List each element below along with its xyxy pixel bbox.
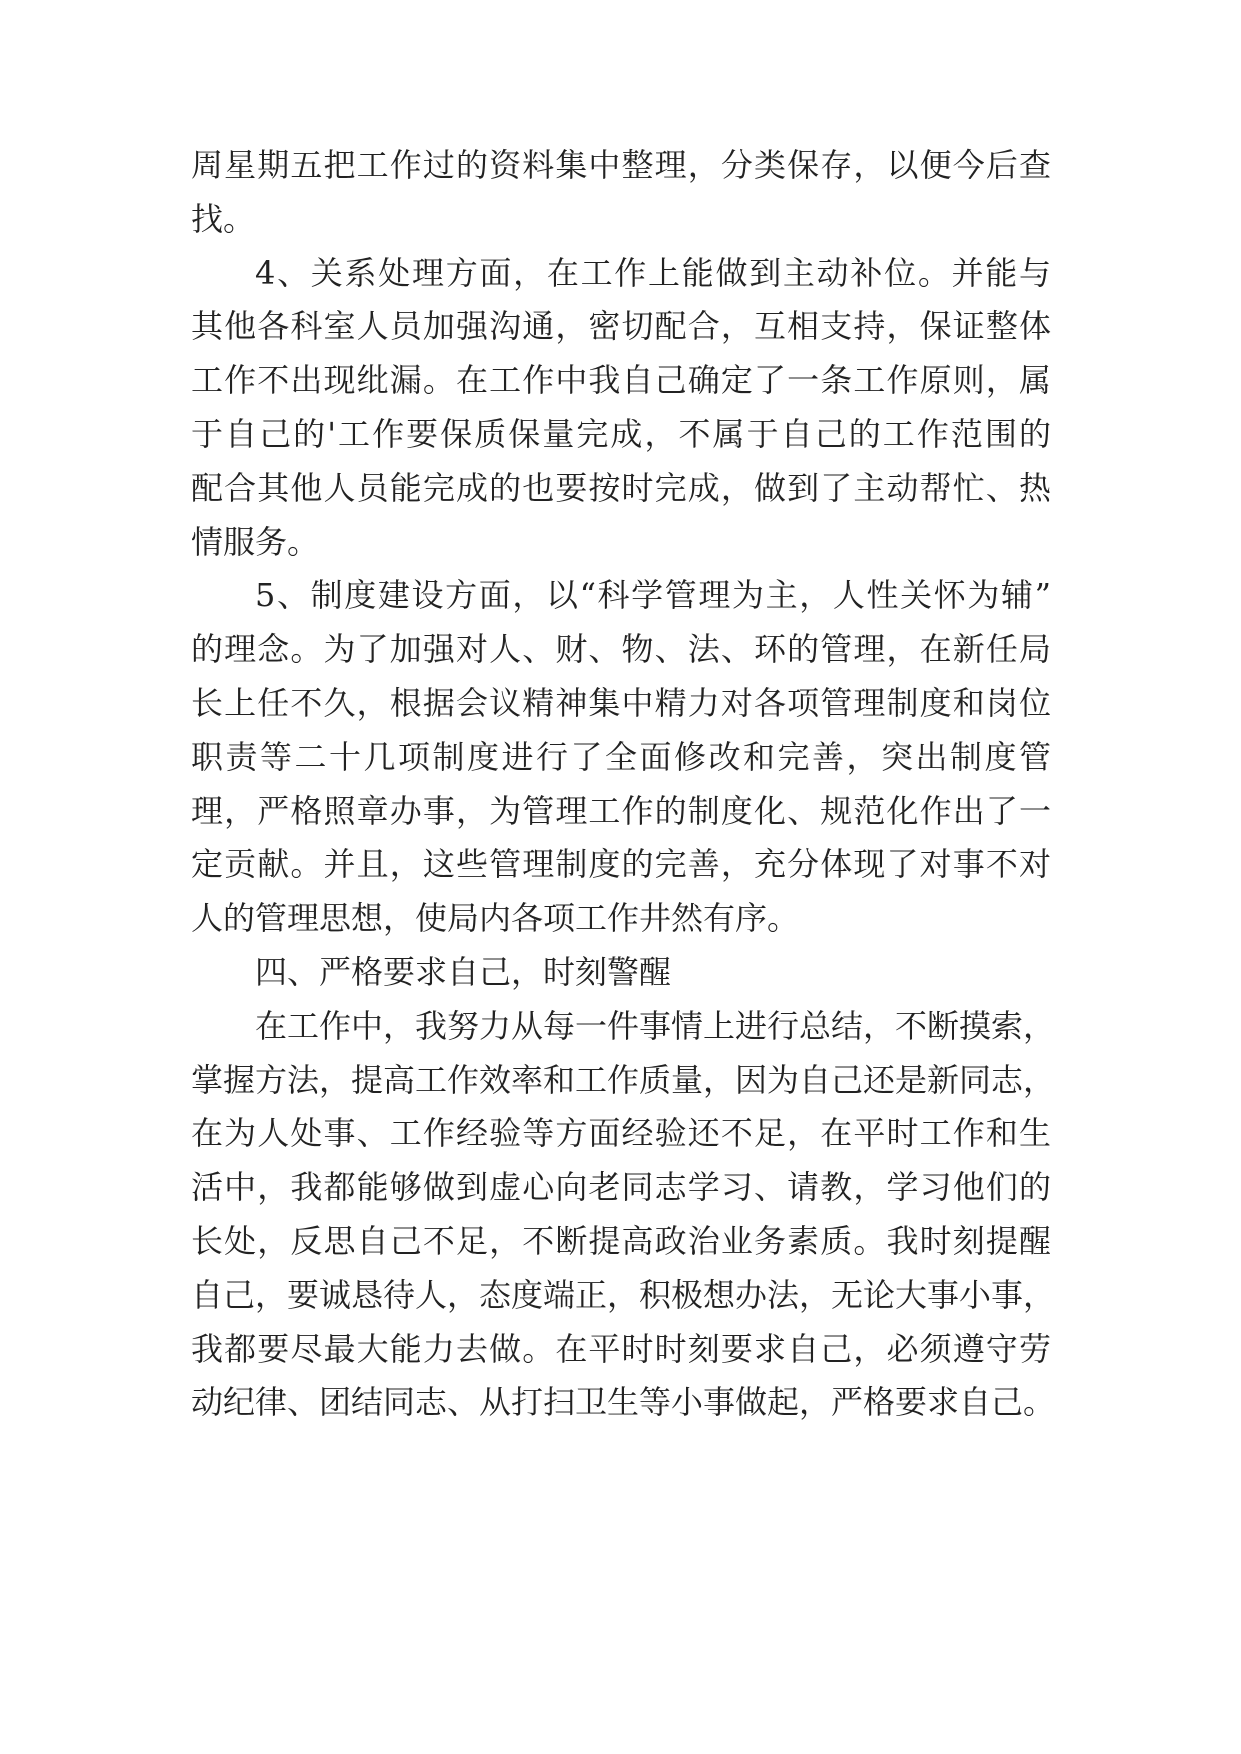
text-line: 理，严格照章办事，为管理工作的制度化、规范化作出了一 xyxy=(191,792,1051,830)
text-line: 其他各科室人员加强沟通，密切配合，互相支持，保证整体 xyxy=(191,307,1051,345)
text-line: 配合其他人员能完成的也要按时完成，做到了主动帮忙、热 xyxy=(191,469,1051,507)
text-line: 长处，反思自己不足，不断提高政治业务素质。我时刻提醒 xyxy=(191,1222,1051,1260)
section-heading: 四、严格要求自己，时刻警醒 xyxy=(255,953,672,991)
text-line: 在为人处事、工作经验等方面经验还不足，在平时工作和生 xyxy=(191,1114,1051,1152)
text-line: 我都要尽最大能力去做。在平时时刻要求自己，必须遵守劳 xyxy=(191,1330,1051,1368)
text-line: 长上任不久，根据会议精神集中精力对各项管理制度和岗位 xyxy=(191,684,1051,722)
text-line: 自己，要诚恳待人，态度端正，积极想办法，无论大事小事， xyxy=(191,1276,1056,1314)
text-line: 找。 xyxy=(191,200,256,238)
text-line: 情服务。 xyxy=(191,523,320,561)
text-line: 人的管理思想，使局内各项工作井然有序。 xyxy=(191,899,800,937)
text-line: 于自己的'工作要保质保量完成，不属于自己的工作范围的 xyxy=(191,415,1051,453)
text-line: 动纪律、团结同志、从打扫卫生等小事做起，严格要求自己。 xyxy=(191,1383,1056,1421)
paragraph-start-line: 5、制度建设方面，以“科学管理为主，人性关怀为辅” xyxy=(255,576,1051,614)
paragraph-start-line: 在工作中，我努力从每一件事情上进行总结，不断摸索， xyxy=(255,1007,1056,1045)
text-line: 职责等二十几项制度进行了全面修改和完善，突出制度管 xyxy=(191,738,1051,776)
text-line: 工作不出现纰漏。在工作中我自己确定了一条工作原则，属 xyxy=(191,361,1051,399)
text-line: 活中，我都能够做到虚心向老同志学习、请教，学习他们的 xyxy=(191,1168,1051,1206)
text-line: 的理念。为了加强对人、财、物、法、环的管理，在新任局 xyxy=(191,630,1051,668)
text-line: 掌握方法，提高工作效率和工作质量，因为自己还是新同志， xyxy=(191,1061,1056,1099)
paragraph-start-line: 4、关系处理方面，在工作上能做到主动补位。并能与 xyxy=(255,254,1051,292)
text-line: 周星期五把工作过的资料集中整理，分类保存，以便今后查 xyxy=(191,146,1051,184)
text-line: 定贡献。并且，这些管理制度的完善，充分体现了对事不对 xyxy=(191,845,1051,883)
